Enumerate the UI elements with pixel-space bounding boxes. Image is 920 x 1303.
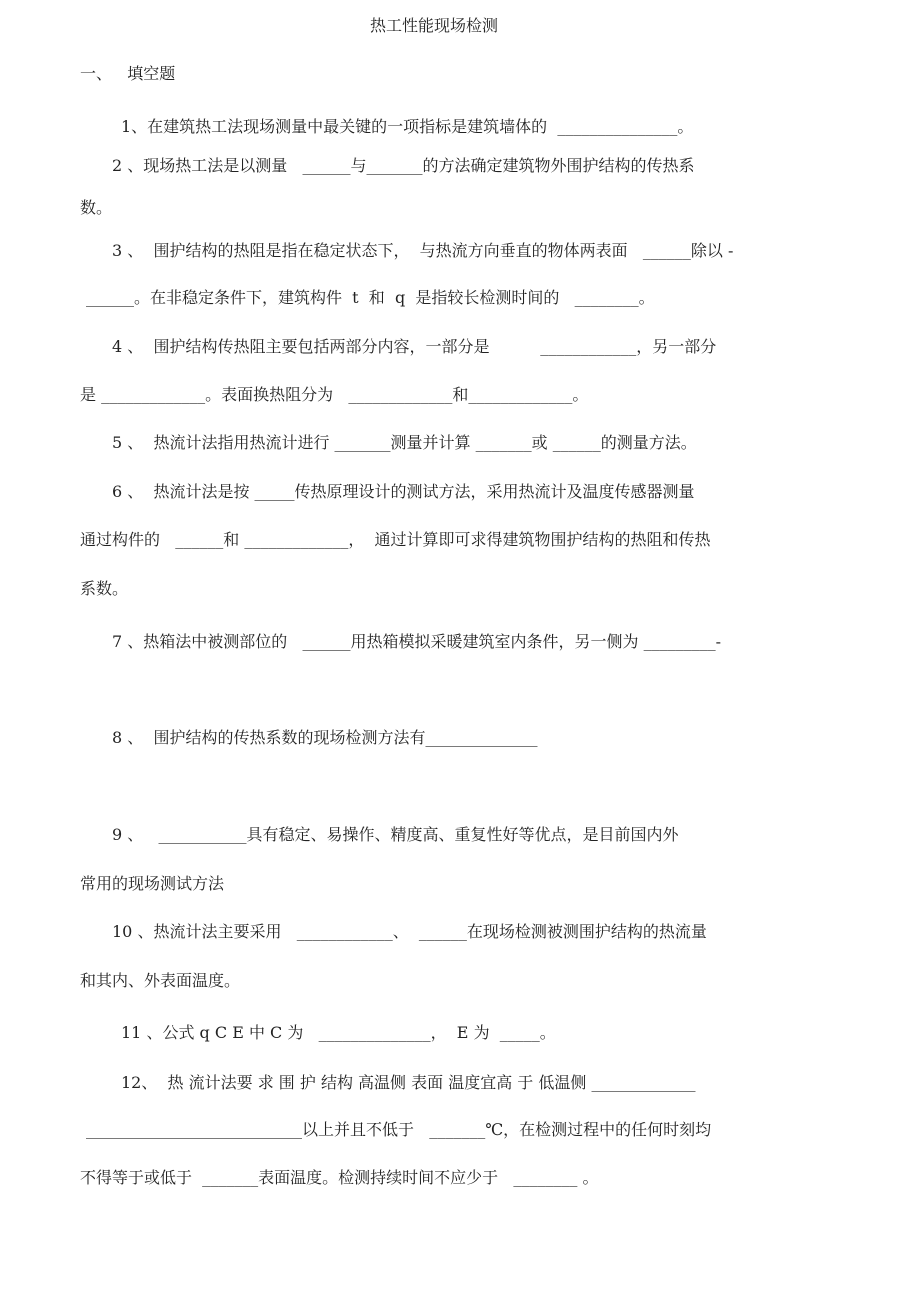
- question-10-line: 10 、热流计法主要采用 ____________、 ______在现场检测被测围护结构的热流量: [112, 922, 707, 941]
- question-1-line: 1、在建筑热工法现场测量中最关键的一项指标是建筑墙体的 _______________。: [121, 117, 694, 136]
- question-8-line: 8 、 围护结构的传热系数的现场检测方法有______________: [112, 728, 538, 747]
- question-7-line: 7 、热箱法中被测部位的 ______用热箱模拟采暖建筑室内条件，另一侧为 _________-: [112, 632, 722, 651]
- question-5-line: 5 、 热流计法指用热流计进行 _______测量并计算 _______或 ______的测量方法。: [112, 433, 697, 452]
- question-12-line: 12、 热 流计法要 求 围 护 结构 高温侧 表面 温度宜高 于 低温侧 _____________: [121, 1073, 696, 1092]
- question-3-line: 3 、 围护结构的热阻是指在稳定状态下， 与热流方向垂直的物体两表面 ______除以 -: [112, 241, 734, 260]
- question-9-continuation: 常用的现场测试方法: [80, 874, 225, 893]
- question-4-continuation: 是 _____________。表面换热阻分为 _____________和_____________。: [80, 385, 589, 404]
- question-2-continuation: 数。: [80, 198, 113, 217]
- question-2-line: 2 、现场热工法是以测量 ______与_______的方法确定建筑物外围护结构的传热系: [112, 156, 695, 175]
- section-heading: 一、 填空题: [80, 64, 176, 83]
- question-9-line: 9 、 ___________具有稳定、易操作、精度高、重复性好等优点，是目前国内外: [112, 825, 679, 844]
- question-6-continuation-1: 通过构件的 ______和 _____________， 通过计算即可求得建筑物围护结构的热阻和传热: [80, 530, 711, 549]
- question-12-continuation-2: 不得等于或低于 _______表面温度。检测持续时间不应少于 ________ 。: [80, 1168, 599, 1187]
- question-4-line: 4 、 围护结构传热阻主要包括两部分内容，一部分是 ____________，另一部分: [112, 337, 717, 356]
- question-10-continuation: 和其内、外表面温度。: [80, 971, 241, 990]
- document-title: 热工性能现场检测: [370, 16, 499, 35]
- question-12-continuation-1: ___________________________以上并且不低于 _______℃，在检测过程中的任何时刻均: [86, 1120, 712, 1139]
- question-11-line: 11 、公式 q C E 中 C 为 ______________， E 为 _____。: [121, 1023, 556, 1042]
- question-6-line: 6 、 热流计法是按 _____传热原理设计的测试方法，采用热流计及温度传感器测量: [112, 482, 695, 501]
- question-6-continuation-2: 系数。: [80, 579, 129, 598]
- question-3-continuation: ______。在非稳定条件下，建筑构件 t 和 q 是指较长检测时间的 ________。: [86, 288, 655, 307]
